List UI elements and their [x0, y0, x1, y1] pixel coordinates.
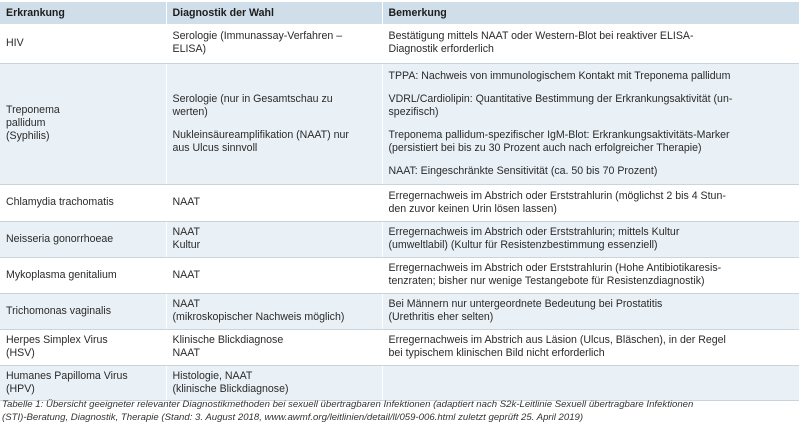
cell-remarks: Erregernachweis im Abstrich aus Läsion (Ulcus, Bläschen), in der Regel bei typischem klinischen Bild nicht erforderlich: [382, 329, 799, 365]
cell-diagnostics: Histologie, NAAT (klinische Blickdiagnose): [166, 365, 382, 400]
cell-remarks: Erregernachweis im Abstrich oder Erststrahlurin; mittels Kultur (umweltlabil) (Kultur für Resistenzbestimmung essenziell): [382, 221, 799, 257]
cell-disease: Chlamydia trachomatis: [0, 184, 166, 221]
table-row: [0, 24, 799, 63]
cell-remarks: [382, 365, 799, 400]
table-row: [0, 221, 799, 257]
cell-disease: Herpes Simplex Virus (HSV): [0, 329, 166, 365]
table-row: [0, 293, 799, 329]
table-caption: Tabelle 1: Übersicht geeigneter relevanter Diagnostikmethoden bei sexuell übertragbaren Infektionen (adaptiert nach S2k-Leitlinie Sexuell übertragbare Infektionen (STI)-Beratung, Diagnostik, Therapie (Stand: 3. August 2018, www.awmf.org/leitlinien/detail/ll/059-006.html zuletzt geprüft 25. April 2019): [2, 399, 694, 423]
cell-diagnostics: NAAT (mikroskopischer Nachweis möglich): [166, 293, 382, 329]
header-diagnostik: Diagnostik der Wahl: [166, 2, 382, 24]
cell-disease: Humanes Papilloma Virus (HPV): [0, 365, 166, 400]
table-row: [0, 257, 799, 293]
cell-disease: Trichomonas vaginalis: [0, 293, 166, 329]
table-row: [0, 329, 799, 365]
cell-diagnostics: Klinische Blickdiagnose NAAT: [166, 329, 382, 365]
cell-remarks: Bestätigung mittels NAAT oder Western-Blot bei reaktiver ELISA- Diagnostik erforderlich: [382, 24, 799, 63]
cell-diagnostics: NAAT Kultur: [166, 221, 382, 257]
cell-diagnostics: NAAT: [166, 184, 382, 221]
header-bemerkung: Bemerkung: [382, 2, 799, 24]
cell-disease: Mykoplasma genitalium: [0, 257, 166, 293]
cell-diagnostics: NAAT: [166, 257, 382, 293]
table-row: [0, 365, 799, 400]
cell-diagnostics: Serologie (nur in Gesamtschau zu werten) Nukleinsäureamplifikation (NAAT) nur aus Ulcus sinnvoll: [166, 63, 382, 184]
cell-remarks: Erregernachweis im Abstrich oder Erststrahlurin (Hohe Antibiotikaresis- tenzraten; bisher nur wenige Testangebote für Resistenzdiagnostik): [382, 257, 799, 293]
cell-disease: Treponema pallidum (Syphilis): [0, 63, 166, 184]
cell-remarks: TPPA: Nachweis von immunologischem Kontakt mit Treponema pallidum VDRL/Cardiolipin: Quantitative Bestimmung der Erkrankungsaktivität (un- spezifisch) Treponema pallidum-spezifischer IgM-Blot: Erkrankungsaktivitäts-Marker (persistiert bei bis zu 30 Prozent auch nach erfolgreicher Therapie) NAAT: Eingeschränkte Sensitivität (ca. 50 bis 70 Prozent): [382, 63, 799, 184]
cell-remarks: Bei Männern nur untergeordnete Bedeutung bei Prostatitis (Urethritis eher selten): [382, 293, 799, 329]
cell-remarks: Erregernachweis im Abstrich oder Erststrahlurin (möglichst 2 bis 4 Stun- den zuvor keinen Urin lösen lassen): [382, 184, 799, 221]
cell-disease: HIV: [0, 24, 166, 63]
table-row: [0, 63, 799, 184]
cell-diagnostics: Serologie (Immunassay-Verfahren – ELISA): [166, 24, 382, 63]
std-diagnostics-table: [0, 2, 799, 401]
header-erkrankung: Erkrankung: [0, 2, 166, 24]
table-header-row: [0, 2, 799, 24]
cell-disease: Neisseria gonorrhoeae: [0, 221, 166, 257]
table-row: [0, 184, 799, 221]
